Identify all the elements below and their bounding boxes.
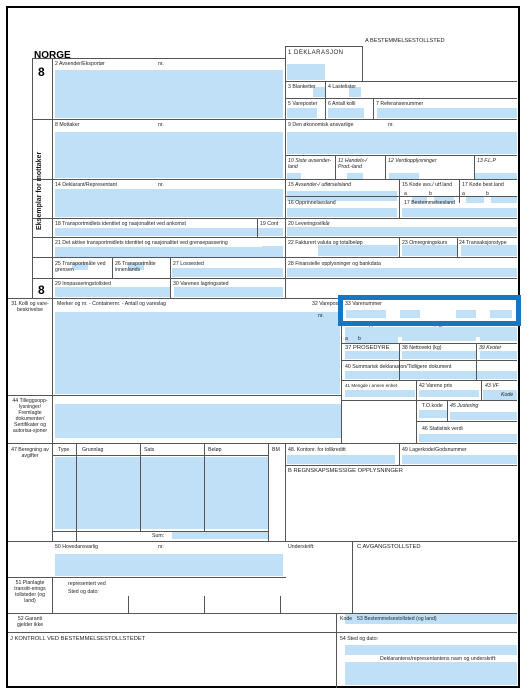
label-28: 28 Finansielle opplysninger og bankdata [288, 261, 381, 267]
label-25: 25 Transportmåte ved grensen [55, 261, 106, 273]
field-33-highlight[interactable] [338, 295, 521, 326]
label-29: 29 Innpasseringstollsted [55, 281, 111, 287]
field-37-area[interactable] [345, 351, 400, 359]
field-49-area[interactable] [402, 455, 517, 464]
country-title: NORGE [34, 50, 71, 61]
label-8: 8 Mottaker [55, 122, 80, 128]
field-17a-b[interactable] [491, 197, 517, 203]
label-18: 18 Transportmidlets identitet og nasjonalitet ved ankomst [55, 221, 186, 227]
label-31: 31 Kolli og vare-beskrivelse [11, 301, 49, 313]
label-38: 38 Nettovekt (kg) [402, 345, 442, 351]
field-9-area[interactable] [287, 132, 517, 154]
label-bm: BM [272, 447, 280, 453]
tokode-area[interactable] [419, 410, 447, 418]
field-54-place-area[interactable] [345, 645, 517, 655]
label-34: 34 Kode opp.land [345, 322, 386, 328]
label-52: 52 Garanti gjelder ikke [16, 616, 44, 628]
label-15a-a: a [404, 191, 407, 197]
label-15a: 15 Kode avs./ utf.land [402, 182, 453, 188]
field-17-area[interactable] [402, 208, 517, 217]
label-50: 50 Hovedansvarlig [55, 544, 98, 550]
field-5-area[interactable] [287, 108, 317, 118]
label-35: 35 Bruttovekt (kg) [402, 322, 443, 328]
label-signature: Underskrift: [288, 544, 315, 550]
field-42-area[interactable] [419, 390, 479, 397]
label-10: 10 Siste avsender-land [288, 158, 332, 170]
field-33-c[interactable] [456, 310, 476, 318]
label-32-nr: nr. [318, 313, 324, 319]
label-sats: Sats [144, 447, 155, 453]
label-8-nr: nr. [158, 122, 164, 128]
field-14-area[interactable] [55, 189, 283, 217]
label-46: 46 Statistisk verdi [422, 426, 463, 432]
field-54-sign-area[interactable] [345, 662, 517, 685]
label-c: C AVGANGSTOLLSTED [357, 544, 421, 550]
label-7: 7 Referansenummer [376, 101, 424, 107]
field-44-area[interactable] [55, 404, 341, 438]
label-17a: 17 Kode best.land [462, 182, 504, 188]
field-31-area[interactable] [55, 312, 340, 394]
label-47: 47 Beregning av avgifter [11, 447, 49, 459]
label-grunnlag: Grunnlag [82, 447, 104, 453]
label-6: 6 Antall kolli [328, 101, 356, 107]
label-15a-b: b [429, 191, 432, 197]
label-12: 12 Verdiopplysninger [388, 158, 437, 164]
field-28-area[interactable] [287, 268, 517, 277]
label-sted-dato: Sted og dato: [68, 589, 99, 595]
label-34-a: a [345, 336, 348, 342]
label-22: 22 Fakturert valuta og totalbeløp [288, 240, 363, 246]
field-40-area[interactable] [345, 371, 517, 379]
label-belop: Beløp [208, 447, 222, 453]
label-15: 15 Avsender-/ utførselsland [288, 182, 352, 188]
label-type: Type [58, 447, 70, 453]
field-6-area[interactable] [328, 108, 364, 118]
label-54b: Deklarantens/representantens navn og underskrift: [380, 656, 497, 662]
label-24: 24 Transaksjonstype [459, 240, 507, 246]
label-kode: Kode [340, 616, 353, 622]
label-48: 48. Kontonr. for tollkreditt [288, 447, 346, 453]
label-5: 5 Vareposter [288, 101, 318, 107]
field-45-area[interactable] [450, 412, 517, 420]
label-b: B REGNSKAPSMESSIGE OPPLYSNINGER [288, 468, 403, 474]
label-2-nr: nr. [158, 61, 164, 67]
field-46-area[interactable] [419, 434, 517, 442]
label-16: 16 Opprinnelsesland [288, 200, 336, 206]
field-23-area[interactable] [402, 245, 457, 256]
copy-number-top: 8 [38, 65, 45, 79]
field-21-area[interactable] [55, 247, 283, 257]
field-47-area[interactable] [55, 457, 268, 529]
label-54: 54 Sted og dato: [340, 636, 379, 642]
label-42: 42 Varens pris [419, 383, 453, 389]
field-36-area[interactable] [480, 333, 517, 341]
field-24-area[interactable] [461, 245, 517, 256]
field-34b-area[interactable] [358, 336, 398, 343]
label-17: 17 Bestemmelsesland [404, 200, 456, 206]
label-44: 44 Tilleggsopp-lysninger/ Fremlagte dokumenter/ Sertifikater og autorisa-sjoner [12, 398, 48, 434]
label-43: 43 VF [485, 383, 499, 389]
label-tokode: T.O.kode [422, 403, 443, 409]
office-label: A BESTEMMELSESTOLLSTED [365, 38, 445, 44]
label-14: 14 Deklarant/Representant [55, 182, 117, 188]
label-34-b: b [358, 336, 361, 342]
label-30: 30 Varenes lagringssted [173, 281, 229, 287]
label-4: 4 Lastelister [328, 84, 356, 90]
label-32: 32 Varepost [312, 301, 340, 307]
label-26: 26 Transportmåte innenlands [115, 261, 156, 273]
declaration-label: 1 DEKLARASJON [288, 50, 344, 56]
label-49: 49 Lagerkode/Godsnummer [402, 447, 467, 453]
label-rep-ved: representert ved [68, 581, 106, 587]
label-36: 36 Preferanse [479, 322, 512, 328]
label-19: 19 Cont [260, 221, 279, 227]
label-50-nr: nr. [158, 544, 164, 550]
field-50-area[interactable] [55, 554, 283, 576]
field-33-d[interactable] [490, 310, 512, 318]
field-27-area[interactable] [172, 268, 283, 277]
label-39: 39 Kvoter [479, 345, 502, 351]
label-40: 40 Summarisk deklarasjon/Tidligere dokument [345, 364, 452, 370]
field-8-area[interactable] [55, 132, 283, 178]
field-7-area[interactable] [377, 108, 517, 118]
label-51: 51 Planlagte transitt-erings tollsteder (og land) [14, 580, 46, 604]
field-30-area[interactable] [174, 287, 283, 297]
field-20-area[interactable] [287, 227, 517, 236]
field-33-b[interactable] [400, 310, 420, 318]
label-27: 27 Lossested [173, 261, 204, 267]
label-9: 9 Den økonomisk ansvarlige [288, 122, 354, 128]
label-14-nr: nr. [158, 182, 164, 188]
label-9-nr: nr. [388, 122, 394, 128]
field-41-area[interactable] [345, 390, 415, 397]
copy-label: Eksemplar for mottaker [36, 151, 43, 230]
field-48-area[interactable] [287, 455, 395, 464]
field-33-a[interactable] [346, 310, 386, 318]
field-29-area[interactable] [55, 287, 170, 297]
field-35-area[interactable] [402, 333, 476, 341]
field-2-area[interactable] [55, 70, 283, 118]
label-j: J KONTROLL VED BESTEMMELSESTOLLSTEDET [10, 636, 146, 642]
label-41: 41 Mengde i annen enhet [345, 383, 398, 388]
label-53: 53 Bestemmelsestollsted (og land) [357, 616, 437, 622]
label-11: 11 Handels-/ Prod.-land [338, 158, 368, 170]
label-marks: Merker og nr. - Containernr. - Antall og vareslag [57, 301, 166, 307]
label-43-kode: Kode [501, 392, 514, 398]
label-2: 2 Avsender/Eksportør [55, 61, 105, 67]
label-13: 13 F.L.P [477, 158, 496, 164]
label-45: 45 Justering [450, 403, 479, 409]
label-17a-b: b [486, 191, 489, 197]
field-22-area[interactable] [318, 245, 398, 256]
field-1-a[interactable] [287, 64, 325, 80]
copy-number-bottom: 8 [38, 283, 45, 297]
label-33: 33 Varenummer [345, 301, 382, 307]
label-sum: Sum: [152, 533, 165, 539]
field-18-area[interactable] [55, 228, 283, 236]
label-23: 23 Omregningskurs [402, 240, 448, 246]
label-3: 3 Blanketter [288, 84, 316, 90]
field-38-area[interactable] [402, 351, 476, 359]
label-17a-a: a [462, 191, 465, 197]
field-17a-a[interactable] [466, 197, 484, 203]
field-21-code[interactable] [262, 246, 283, 256]
field-16-area[interactable] [287, 208, 397, 217]
label-20: 20 Leveringsvilkår [288, 221, 330, 227]
label-21: 21 Det aktive transportmidlets identitet og nasjonalitet ved grensepassering [55, 240, 228, 246]
field-39-area[interactable] [480, 351, 517, 359]
field-47-sum[interactable] [172, 531, 268, 539]
label-37: 37 PROSEDYRE [345, 345, 390, 351]
